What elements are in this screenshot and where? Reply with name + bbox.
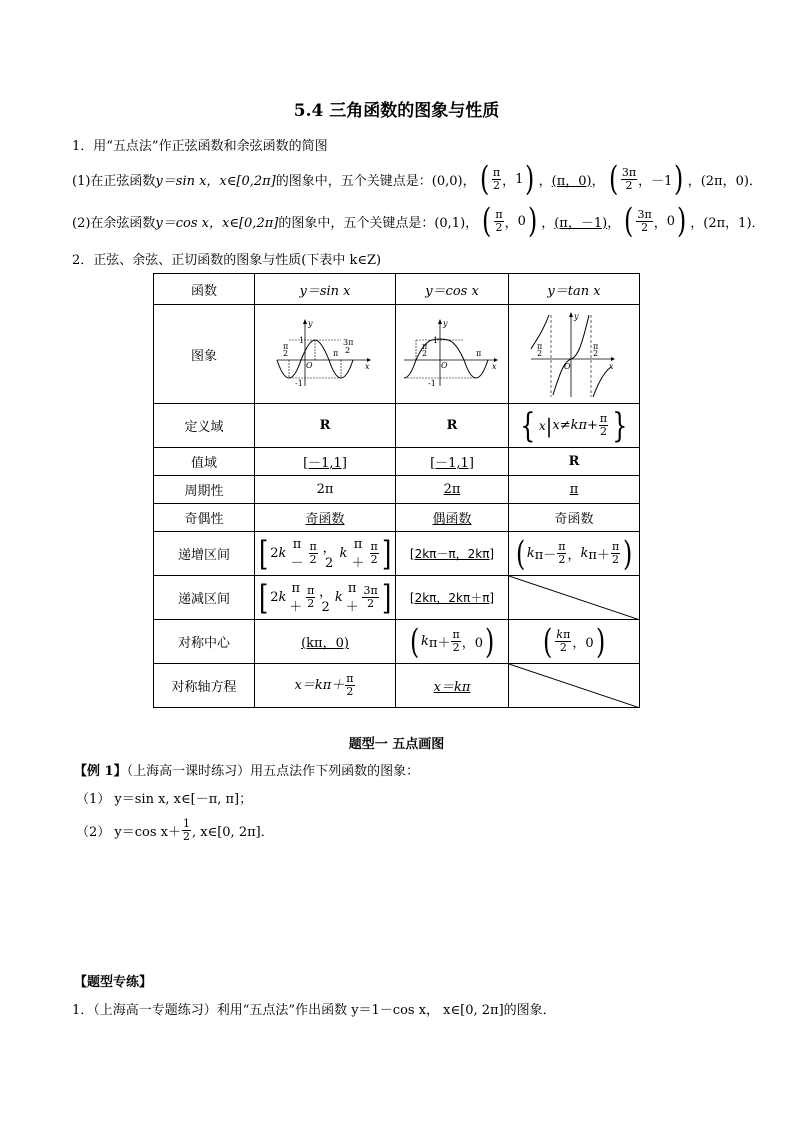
center-cos: ( k π＋ $\frac{\pi}{2}$ ，0 ) <box>396 620 509 664</box>
row-label-image: 图象 <box>154 305 255 404</box>
row-label-period: 周期性 <box>154 476 255 504</box>
example-q2: （2） y＝cos x＋ $\frac{1}{2}$ , x∈[0, 2π]． <box>76 817 274 843</box>
sin-point-3: (π，0) <box>551 173 592 189</box>
axis-sin: x＝kπ＋ $\frac{\pi}{2}$ <box>255 664 396 708</box>
practice-q1: 1．（上海高一专题练习）利用“五点法”作出函数 y＝1－cos x， x∈[0, 2π]的图象． <box>72 1003 556 1018</box>
diagonal-line <box>509 664 640 708</box>
center-sin: (kπ，0) <box>255 620 396 664</box>
row-label-range: 值域 <box>154 448 255 476</box>
cos-func: y＝cos x，x∈[0,2π] <box>155 215 279 231</box>
svg-text:O: O <box>564 362 571 371</box>
header-cos: y＝cos x <box>396 274 509 305</box>
svg-text:-1: -1 <box>428 379 436 388</box>
domain-cos: R <box>396 404 509 448</box>
row-label-parity: 奇偶性 <box>154 504 255 532</box>
svg-text:2: 2 <box>345 346 351 355</box>
practice-label: 【题型专练】 <box>74 975 153 990</box>
properties-table <box>153 273 640 708</box>
section-heading: 题型一 五点画图 <box>348 737 445 752</box>
tan-graph <box>509 305 640 404</box>
svg-text:y: y <box>574 312 579 321</box>
svg-text:x: x <box>365 362 370 371</box>
svg-text:x: x <box>492 362 497 371</box>
header-func: 函数 <box>154 274 255 305</box>
dec-tan-empty <box>509 576 640 620</box>
cos-prefix: (2)在余弦函数 <box>72 215 156 231</box>
svg-text:π: π <box>283 342 289 351</box>
sin-point-5: (2π，0) <box>700 173 749 189</box>
header-tan: y＝tan x <box>509 274 640 305</box>
inc-sin: [ 2 k π－ $\frac{\pi}{2}$ ，2 k π＋ $\frac{\pi}{2}$ ] <box>255 532 396 576</box>
svg-text:1: 1 <box>433 336 439 345</box>
sin-func: y＝sin x，x∈[0,2π] <box>155 173 276 189</box>
svg-text:O: O <box>441 361 448 370</box>
cos-mid: 的图象中，五个关键点是：(0,1)， <box>278 215 479 231</box>
sin-mid: 的图象中，五个关键点是：(0,0)， <box>275 173 476 189</box>
cos-point-5: (2π，1) <box>703 215 752 231</box>
cos-point-4: ( $\frac{3\pi}{2}$ ， 0 ) <box>624 201 687 241</box>
parity-sin: 奇函数 <box>255 504 396 532</box>
axis-tan-empty <box>509 664 640 708</box>
svg-text:π: π <box>333 349 339 358</box>
period-tan: π <box>509 476 640 504</box>
header-sin: y＝sin x <box>255 274 396 305</box>
row-label-domain: 定义域 <box>154 404 255 448</box>
diagonal-line <box>509 576 640 620</box>
domain-sin: R <box>255 404 396 448</box>
svg-text:x: x <box>609 362 614 371</box>
svg-text:π: π <box>537 342 543 351</box>
cos-point-3: (π，－1) <box>554 215 608 231</box>
center-tan: ( $\frac{k\pi}{2}$ ，0 ) <box>509 620 640 664</box>
svg-text:π: π <box>476 349 482 358</box>
row-label-decreasing: 递减区间 <box>154 576 255 620</box>
dec-sin: [ 2 k π＋ $\frac{\pi}{2}$ ，2 k π＋ $\frac{3\pi}{2}$ ] <box>255 576 396 620</box>
svg-text:2: 2 <box>537 349 543 358</box>
inc-tan: ( k π－ $\frac{\pi}{2}$ ， k π＋ $\frac{\pi}{2}$ ) <box>509 532 640 576</box>
cos-graph <box>396 305 509 404</box>
row-label-center: 对称中心 <box>154 620 255 664</box>
sin-key-points: (1)在正弦函数 y＝sin x，x∈[0,2π] 的图象中，五个关键点是：(0,0)， ( $\frac{\pi}{2}$ ， 1 ) ， (π，0) ， ( $\frac{3\pi}{2}$ ， －1 ) ， (2π，0) ． <box>72 159 762 199</box>
svg-text:2: 2 <box>593 349 599 358</box>
svg-text:π: π <box>593 342 599 351</box>
svg-text:2: 2 <box>283 349 289 358</box>
page-title: 5.4 三角函数的图象与性质 <box>293 101 500 121</box>
svg-text:y: y <box>443 319 448 328</box>
parity-cos: 偶函数 <box>396 504 509 532</box>
sin-point-2: ( $\frac{\pi}{2}$ ， 1 ) <box>479 159 535 199</box>
svg-text:y: y <box>308 319 313 328</box>
sin-prefix: (1)在正弦函数 <box>72 173 156 189</box>
svg-text:-1: -1 <box>295 379 303 388</box>
axis-cos: x＝kπ <box>396 664 509 708</box>
sin-graph <box>255 305 396 404</box>
item1-heading: 1．用“五点法”作正弦函数和余弦函数的简图 <box>72 139 328 154</box>
row-label-axis: 对称轴方程 <box>154 664 255 708</box>
svg-text:1: 1 <box>299 336 305 345</box>
svg-text:2: 2 <box>422 349 428 358</box>
example-q1: （1） y＝sin x, x∈[－π, π]； <box>76 792 253 807</box>
range-cos: [－1,1] <box>396 448 509 476</box>
range-tan: R <box>509 448 640 476</box>
range-sin: [－1,1] <box>255 448 396 476</box>
period-cos: 2π <box>396 476 509 504</box>
period-sin: 2π <box>255 476 396 504</box>
example-label: 【例 1】 <box>74 764 127 779</box>
svg-text:O: O <box>306 361 313 370</box>
svg-text:3π: 3π <box>343 338 354 347</box>
sin-point-4: ( $\frac{3\pi}{2}$ ， －1 ) <box>608 159 684 199</box>
example-text: （上海高一课时练习）用五点法作下列函数的图象： <box>126 764 420 779</box>
row-label-increasing: 递增区间 <box>154 532 255 576</box>
dec-cos: [2kπ，2kπ＋π] <box>396 576 509 620</box>
inc-cos: [2kπ－π，2kπ] <box>396 532 509 576</box>
item2-heading: 2．正弦、余弦、正切函数的图象与性质(下表中 k∈Z) <box>72 253 382 268</box>
domain-tan: { x | x≠kπ+ $\frac{\pi}{2}$ } <box>509 404 640 448</box>
example-1 <box>74 760 419 779</box>
cos-key-points: (2)在余弦函数 y＝cos x，x∈[0,2π] 的图象中，五个关键点是：(0,1)， ( $\frac{\pi}{2}$ ， 0 ) ， (π，－1) ， ( $\frac{3\pi}{2}$ ， 0 ) ， (2π，1) ． <box>72 201 765 241</box>
parity-tan: 奇函数 <box>509 504 640 532</box>
svg-text:π: π <box>422 342 428 351</box>
cos-point-2: ( $\frac{\pi}{2}$ ， 0 ) <box>482 201 538 241</box>
